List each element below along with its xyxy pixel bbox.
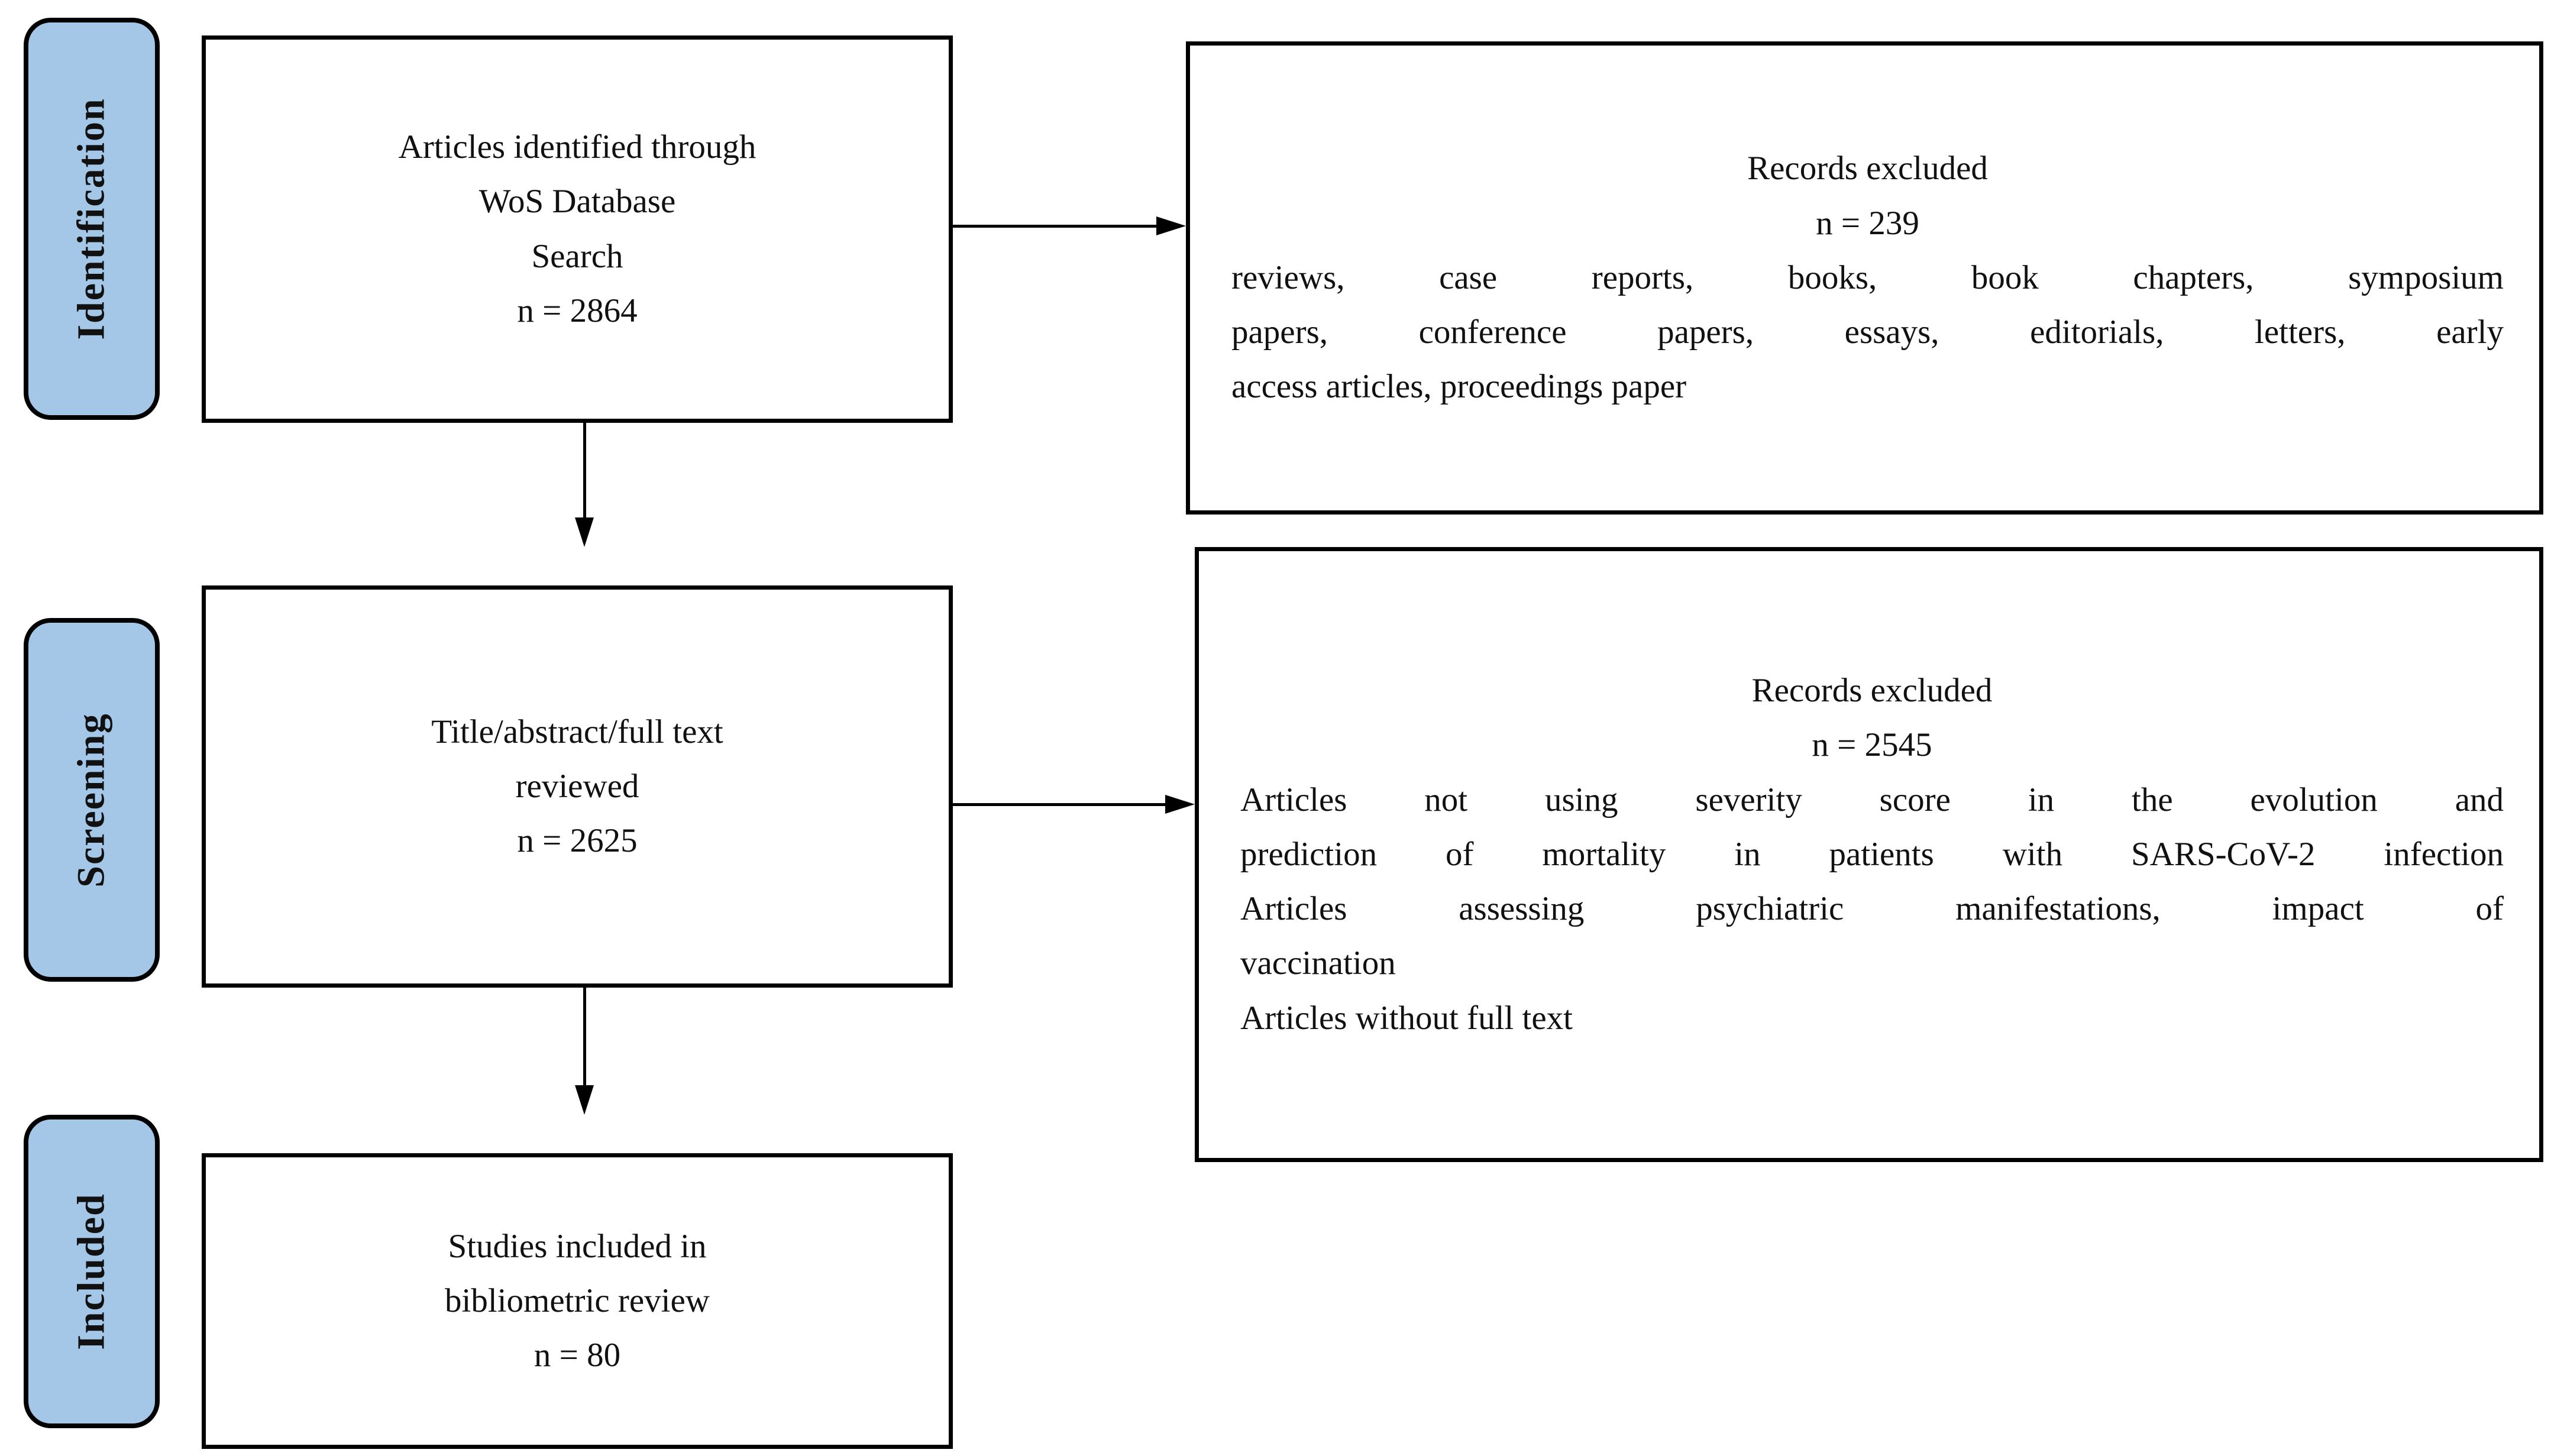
stage-label-included [24,1115,160,1428]
stage-label-screening-text: Screening [70,712,114,888]
excluded-reason-line: Articles without full text [1240,999,1573,1037]
box-count: n = 2625 [517,822,638,860]
excluded-count: n = 239 [1816,204,1919,242]
box-records-excluded-screening [1195,547,2543,1162]
box-line: WoS Database [478,183,676,221]
excluded-reason-line: reviews, case reports, books, book chapters, symposium [1231,258,2504,296]
arrow-shaft [953,225,1156,228]
excluded-reason-line: access articles, proceedings paper [1231,368,1687,406]
excluded-reason-line: Articles not using severity score in the evolution and [1240,781,2504,818]
box-line: bibliometric review [445,1282,710,1319]
excluded-title: Records excluded [1747,150,1988,187]
box-title-abstract-reviewed [202,585,953,988]
stage-label-identification-text: Identification [70,98,113,340]
arrow-head [575,517,594,547]
box-line: Articles identified through [398,128,756,166]
stage-label-identification [24,18,160,420]
box-line: reviewed [515,767,639,805]
box-line: Studies included in [448,1227,707,1265]
excluded-reason-line: prediction of mortality in patients with SARS-CoV-2 infection [1240,835,2504,873]
box-studies-included [202,1153,953,1449]
arrow-shaft [953,803,1165,806]
box-count: n = 2864 [517,292,638,329]
excluded-reason-line: vaccination [1240,944,1396,982]
arrow-shaft [583,423,586,517]
box-line: Title/abstract/full text [431,713,723,750]
excluded-count: n = 2545 [1812,726,1932,764]
box-articles-identified [202,35,953,423]
stage-label-included-text: Included [70,1193,113,1350]
arrow-shaft [583,988,586,1085]
stage-label-screening [24,618,160,982]
box-count: n = 80 [534,1337,621,1374]
excluded-reason-line: papers, conference papers, essays, editorials, letters, early [1231,313,2504,351]
arrow-head [1156,216,1186,235]
excluded-title: Records excluded [1751,671,1993,709]
box-line: Search [531,237,623,275]
box-records-excluded-identification [1186,41,2543,515]
arrow-head [1165,795,1195,814]
arrow-head [575,1085,594,1115]
excluded-reason-line: Articles assessing psychiatric manifestations, impact of [1240,890,2504,928]
